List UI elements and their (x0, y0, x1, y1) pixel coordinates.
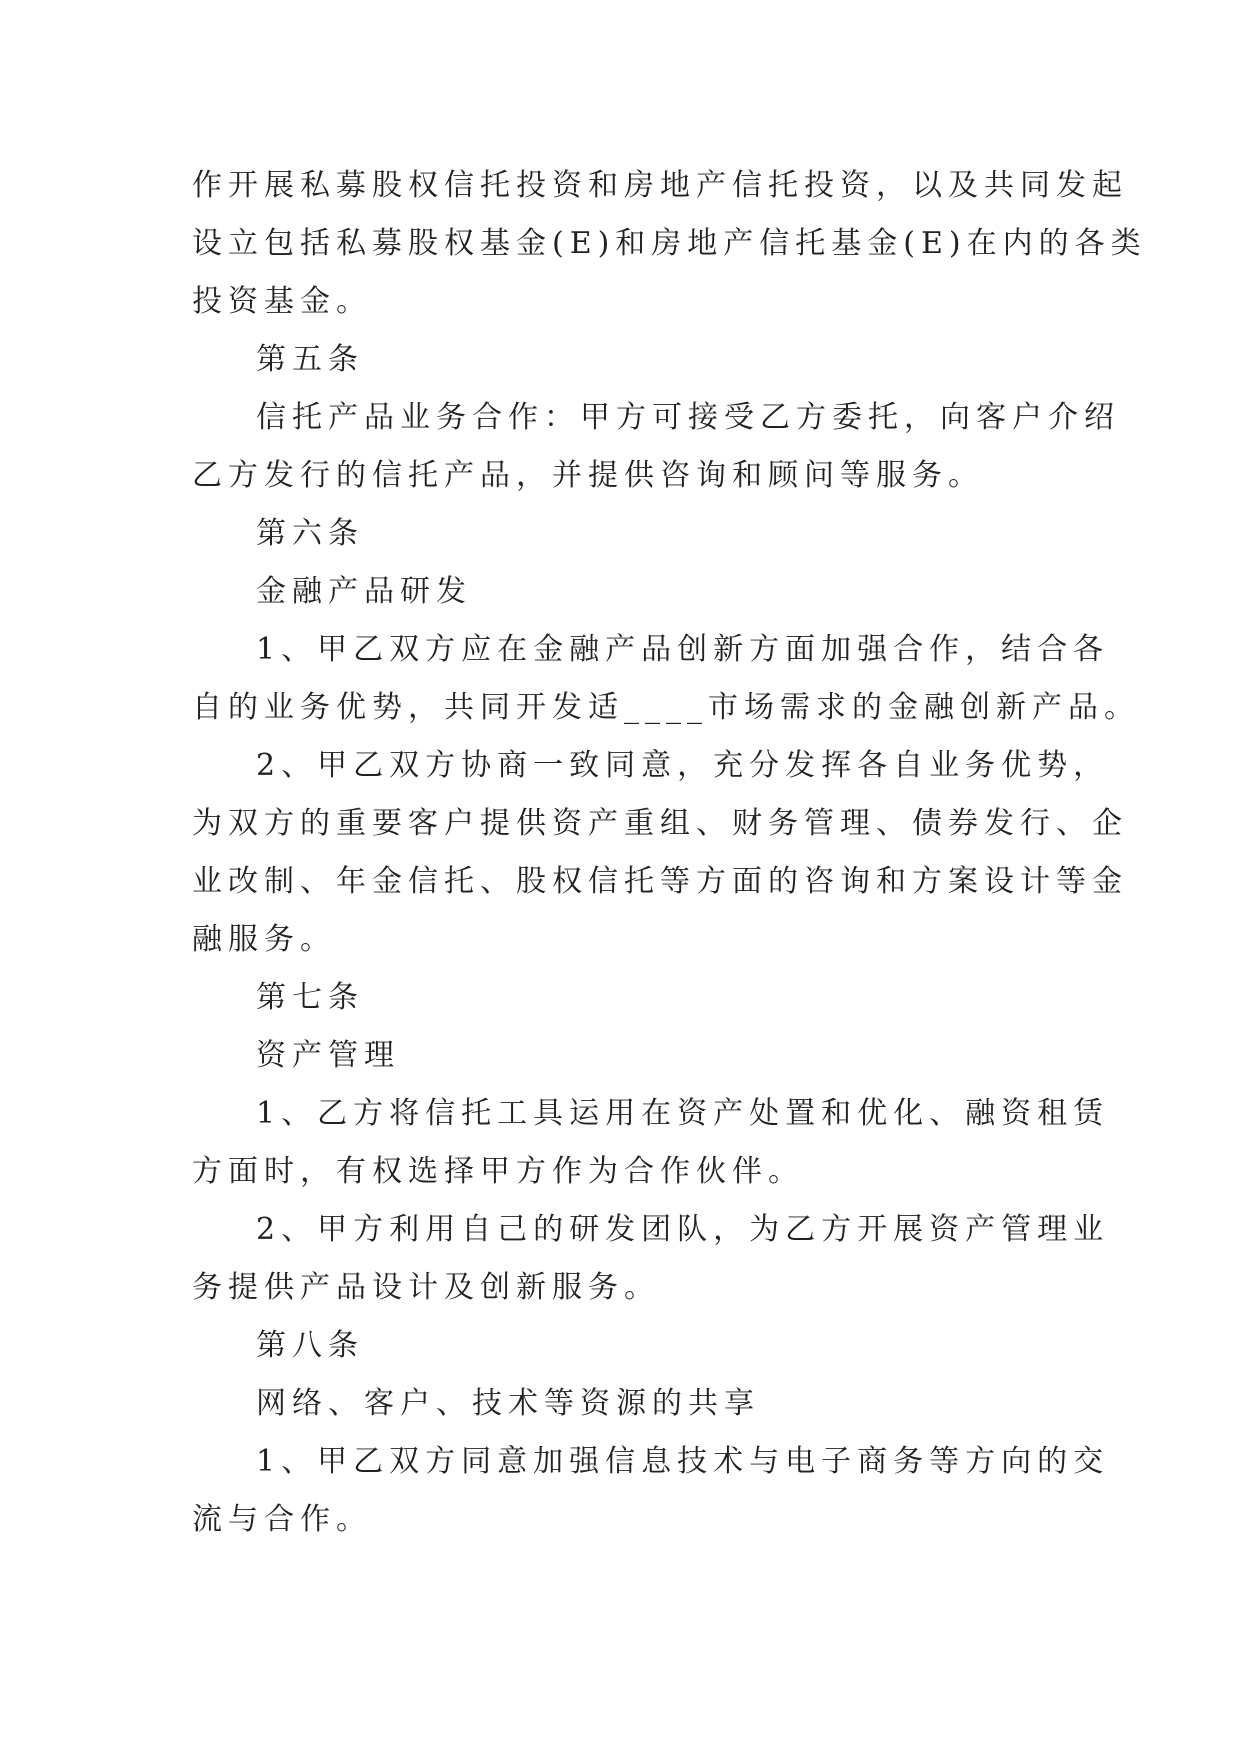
article-6-title: 金融产品研发 (256, 574, 472, 609)
paragraph-line: 融服务。 (192, 922, 336, 957)
paragraph-line: 乙方发行的信托产品，并提供咨询和顾问等服务。 (192, 458, 984, 493)
article-6-item-2 (192, 737, 1128, 969)
document-body (192, 157, 1147, 1549)
article-8-title: 网络、客户、技术等资源的共享 (256, 1386, 760, 1421)
article-8-item-1 (192, 1433, 1110, 1549)
article-6-heading: 第六条 (256, 516, 364, 551)
paragraph-line: 方面时，有权选择甲方作为合作伙伴。 (192, 1154, 804, 1189)
paragraph-line: 1、甲乙双方同意加强信息技术与电子商务等方向的交 (256, 1444, 1110, 1479)
article-7-title: 资产管理 (256, 1038, 400, 1073)
paragraph-line: 1、乙方将信托工具运用在资产处置和优化、融资租赁 (256, 1096, 1110, 1131)
paragraph-line: 作开展私募股权信托投资和房地产信托投资，以及共同发起 (192, 168, 1128, 203)
paragraph-line: 2、甲方利用自己的研发团队，为乙方开展资产管理业 (256, 1212, 1110, 1247)
paragraph-line: 为双方的重要客户提供资产重组、财务管理、债券发行、企 (192, 806, 1128, 841)
paragraph-line: 业改制、年金信托、股权信托等方面的咨询和方案设计等金 (192, 864, 1128, 899)
paragraph-line: 流与合作。 (192, 1502, 372, 1537)
paragraph-line: 投资基金。 (192, 284, 372, 319)
article-5-paragraph (192, 389, 1120, 505)
continued-paragraph (192, 157, 1147, 331)
paragraph-line: 2、甲乙双方协商一致同意，充分发挥各自业务优势， (256, 748, 1110, 783)
article-5-heading: 第五条 (256, 342, 364, 377)
paragraph-line: 设立包括私募股权基金(E)和房地产信托基金(E)在内的各类 (192, 226, 1147, 261)
paragraph-line: 自的业务优势，共同开发适____市场需求的金融创新产品。 (192, 690, 1140, 725)
article-8-heading: 第八条 (256, 1328, 364, 1363)
article-7-item-1 (192, 1085, 1110, 1201)
paragraph-line: 1、甲乙双方应在金融产品创新方面加强合作，结合各 (256, 632, 1110, 667)
paragraph-line: 务提供产品设计及创新服务。 (192, 1270, 660, 1305)
paragraph-line: 信托产品业务合作：甲方可接受乙方委托，向客户介绍 (256, 400, 1120, 435)
article-7-heading: 第七条 (256, 980, 364, 1015)
article-6-item-1 (192, 621, 1140, 737)
article-7-item-2 (192, 1201, 1110, 1317)
